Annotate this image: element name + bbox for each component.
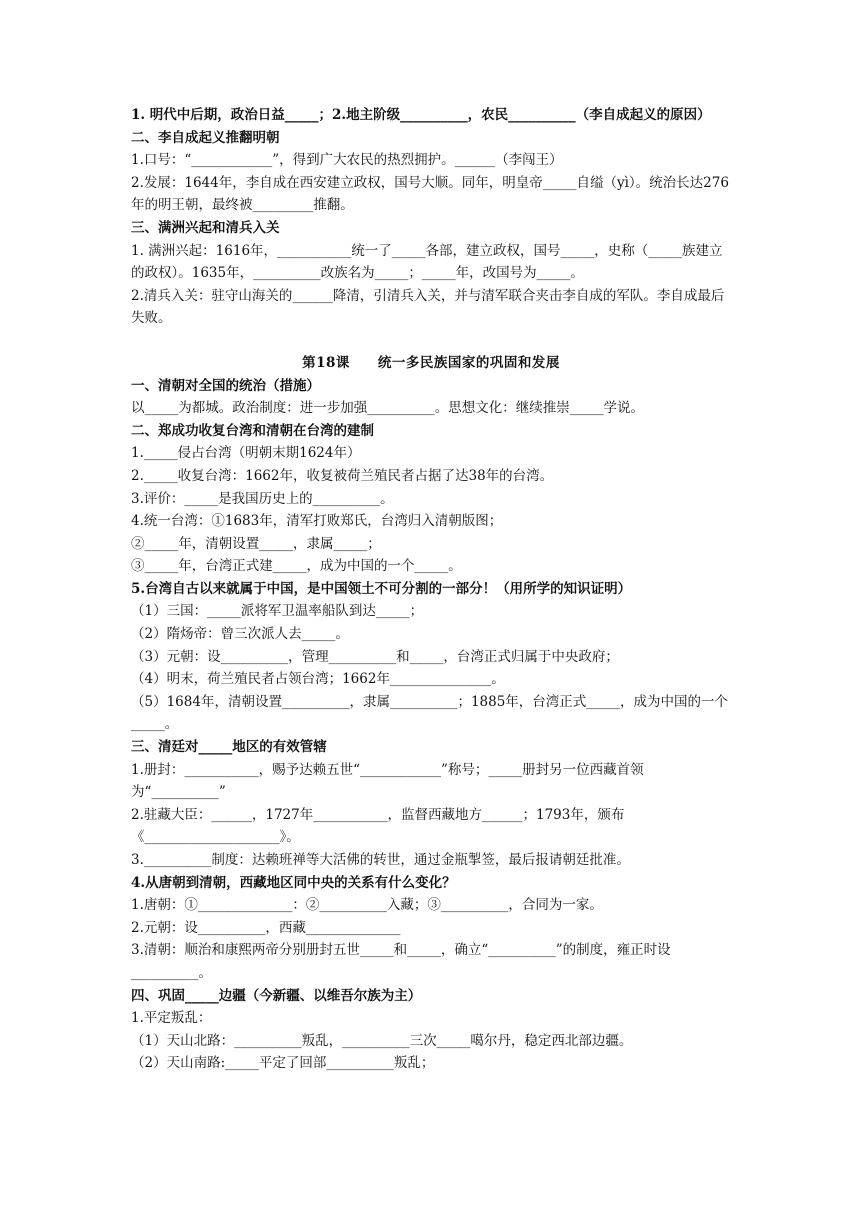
text-line: 1.唐朝：①______________：②__________入藏；③__________，合同为一家。 [131,897,603,914]
section-heading: 四、巩固_____边疆（今新疆、以维吾尔族为主） [131,987,422,1004]
section-heading: 三、清廷对_____地区的有效管辖 [131,739,327,756]
text-line: 2.驻藏大臣：______，1727年___________，监督西藏地方______；1793年，颁布《____________________》。 [131,806,625,846]
text-line: 1.平定叛乱： [131,1010,212,1027]
text-line: ②_____年，清朝设置_____，隶属_____； [131,535,381,552]
text-line: 1.册封：___________，赐予达赖五世“____________”称号；_____册封另一位西藏首领为“__________” [131,761,644,801]
text-line: 1.口号：“____________”，得到广大农民的热烈拥护。______（李闯王） [131,152,563,169]
lesson-title: 第18课 统一多民族国家的巩固和发展 [302,354,560,371]
text-line: 以_____为都城。政治制度：进一步加强__________。思想文化：继续推崇_____学说。 [131,400,644,417]
text-line: ③_____年，台湾正式建_____，成为中国的一个_____。 [131,558,462,575]
question-heading: 5.台湾自古以来就属于中国，是中国领土不可分割的一部分！（用所学的知识证明） [131,580,632,597]
section-heading: 二、李自成起义推翻明朝 [131,129,280,146]
text-line: （2）天山南路:_____平定了回部__________叛乱； [131,1055,435,1072]
text-line: 2._____收复台湾：1662年，收复被荷兰殖民者占据了达38年的台湾。 [131,467,554,484]
text-line: 2.元朝：设__________，西藏______________ [131,919,401,936]
text-line: 1._____侵占台湾（明朝末期1624年） [131,445,361,462]
text-line: （3）元朝：设__________，管理__________和_____，台湾正式归属于中央政府； [131,648,619,665]
section-heading: 三、满洲兴起和清兵入关 [131,219,280,236]
text-line: 3.评价：_____是我国历史上的__________。 [131,490,394,507]
section-heading: 一、清朝对全国的统治（措施） [131,377,320,394]
text-line: 3.__________制度：达赖班禅等大活佛的转世，通过金瓶掣签，最后报请朝廷批准。 [131,852,630,868]
text-line: 2.发展：1644年，李自成在西安建立政权，国号大顺。同年，明皇帝_____自缢（yì）。统治长达276年的明王朝，最终被_________推翻。 [131,174,729,214]
text-line: （1）天山北路：__________叛乱，__________三次_____噶尔丹，稳定西北部边疆。 [131,1032,633,1049]
text-line: （1）三国：_____派将军卫温率船队到达_____； [131,603,424,620]
text-line: （5）1684年，清朝设置__________，隶属__________；1885年，台湾正式_____，成为中国的一个_____。 [131,693,729,733]
question-heading: 4.从唐朝到清朝，西藏地区同中央的关系有什么变化？ [131,874,456,891]
text-line: 1. 满洲兴起：1616年，___________统一了_____各部，建立政权，国号_____，史称（_____族建立的政权）。1635年，__________改族名为_____；_____年，改国号为_____。 [131,242,723,282]
text-line: 1. 明代中后期，政治日益_____；2.地主阶级__________，农民__________（李自成起义的原因） [131,107,711,123]
text-line: （2）隋炀帝：曾三次派人去_____。 [131,626,349,643]
section-heading: 二、郑成功收复台湾和清朝在台湾的建制 [131,422,374,439]
text-line: 4.统一台湾：①1683年，清军打败郑氏，台湾归入清朝版图； [131,513,503,530]
text-line: 2.清兵入关：驻守山海关的______降清，引清兵入关，并与清军联合夹击李自成的军队。李自成最后失败。 [131,287,725,327]
text-line: （4）明末，荷兰殖民者占领台湾；1662年_______________。 [131,671,505,688]
document-body [131,104,731,1075]
text-line: 3.清朝：顺治和康熙两帝分别册封五世_____和_____，确立“__________”的制度，雍正时设__________。 [131,942,671,981]
